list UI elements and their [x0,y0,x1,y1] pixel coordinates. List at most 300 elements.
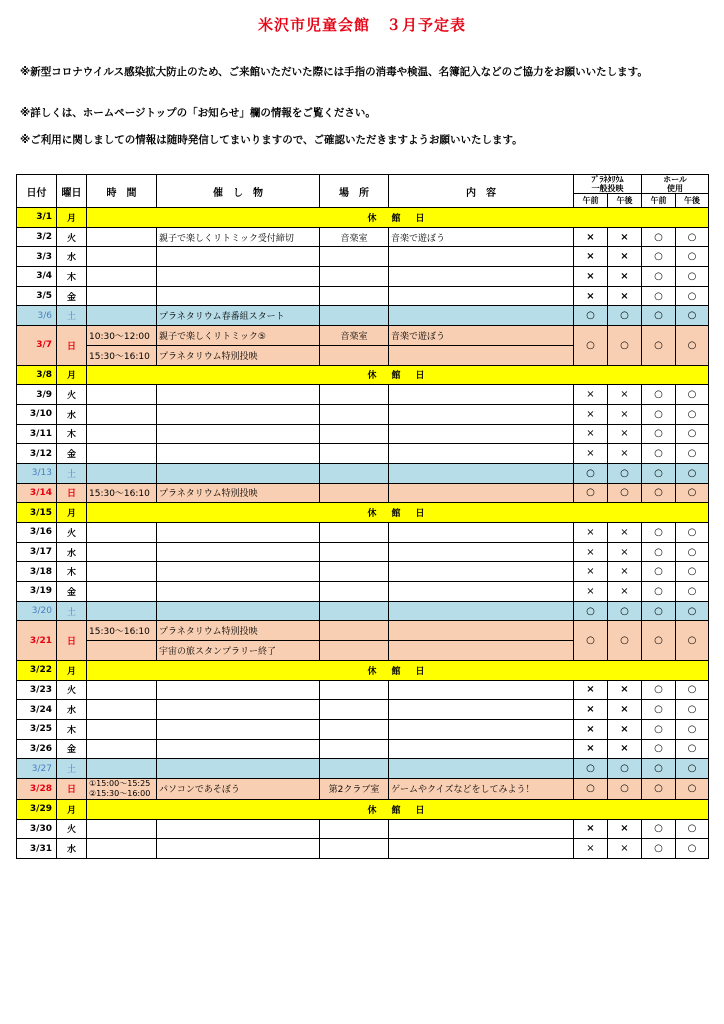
date-cell: 3/31 [17,839,57,859]
weekday-cell: 月 [57,503,87,523]
time-cell: 15:30～16:10 [87,621,157,641]
closed-label: 休 館 日 [87,365,709,385]
hall-pm-mark: ○ [676,582,709,602]
time-cell [87,601,157,621]
content-cell [389,641,574,661]
weekday-cell: 木 [57,719,87,739]
place-cell [320,345,389,365]
weekday-cell: 水 [57,700,87,720]
weekday-cell: 木 [57,424,87,444]
notice-homepage: ※詳しくは、ホームページトップの「お知らせ」欄の情報をご覧ください。 [20,107,376,119]
content-cell [389,247,574,267]
time-cell: ①15:00～15:25 ②15:30～16:00 [87,778,157,799]
event-cell [157,286,320,306]
place-cell [320,680,389,700]
time-cell [87,759,157,779]
planetarium-am-mark: ○ [574,306,608,326]
hall-pm-mark: ○ [676,621,709,660]
planetarium-pm-mark: ○ [608,621,642,660]
time-cell [87,700,157,720]
event-cell [157,542,320,562]
event-cell [157,601,320,621]
place-cell [320,621,389,641]
notice-infection: ※新型コロナウイルス感染拡大防止のため、ご来館いただいた際には手指の消毒や検温、名簿記入などのご協力をお願いいたします。 [20,66,648,78]
weekday-cell: 月 [57,660,87,680]
content-cell [389,424,574,444]
planetarium-pm-mark: ○ [608,306,642,326]
content-cell [389,523,574,543]
event-cell: プラネタリウム特別投映 [157,345,320,365]
date-cell: 3/21 [17,621,57,660]
weekday-cell: 土 [57,463,87,483]
hall-pm-mark: ○ [676,306,709,326]
date-cell: 3/11 [17,424,57,444]
content-cell [389,345,574,365]
planetarium-pm-mark: × [608,680,642,700]
hall-am-mark: ○ [642,719,676,739]
content-cell [389,404,574,424]
closed-row [17,799,709,819]
header-row [17,175,709,194]
header-planetarium-pm: 午後 [608,194,642,208]
place-cell [320,306,389,326]
event-cell [157,739,320,759]
event-cell [157,404,320,424]
hall-pm-mark: ○ [676,483,709,503]
date-cell: 3/15 [17,503,57,523]
date-cell: 3/23 [17,680,57,700]
header-hall-pm: 午後 [676,194,709,208]
day-row [17,819,709,839]
event-cell [157,819,320,839]
time-cell [87,424,157,444]
planetarium-pm-mark: × [608,562,642,582]
planetarium-am-mark: × [574,444,608,464]
weekday-cell: 日 [57,326,87,365]
date-cell: 3/9 [17,385,57,405]
closed-row [17,208,709,228]
place-cell [320,267,389,287]
content-cell: 音楽で遊ぼう [389,326,574,346]
hall-am-mark: ○ [642,306,676,326]
event-cell [157,247,320,267]
hall-pm-mark: ○ [676,227,709,247]
time-cell [87,227,157,247]
hall-am-mark: ○ [642,227,676,247]
date-cell: 3/16 [17,523,57,543]
hall-am-mark: ○ [642,739,676,759]
weekday-cell: 水 [57,247,87,267]
event-cell: パソコンであそぼう [157,778,320,799]
event-cell [157,759,320,779]
day-row [17,562,709,582]
date-cell: 3/19 [17,582,57,602]
day-row [17,326,709,346]
day-row [17,759,709,779]
content-cell [389,759,574,779]
planetarium-pm-mark: × [608,267,642,287]
hall-pm-mark: ○ [676,286,709,306]
content-cell: ゲームやクイズなどをしてみよう！ [389,778,574,799]
planetarium-am-mark: × [574,424,608,444]
date-cell: 3/1 [17,208,57,228]
header-content: 内 容 [389,175,574,208]
place-cell [320,483,389,503]
planetarium-am-mark: × [574,582,608,602]
weekday-cell: 土 [57,306,87,326]
event-cell: プラネタリウム特別投映 [157,483,320,503]
planetarium-am-mark: × [574,819,608,839]
event-cell [157,562,320,582]
date-cell: 3/13 [17,463,57,483]
place-cell [320,759,389,779]
content-cell [389,385,574,405]
time-cell [87,819,157,839]
day-row [17,385,709,405]
date-cell: 3/12 [17,444,57,464]
event-cell [157,680,320,700]
event-cell [157,267,320,287]
place-cell [320,424,389,444]
weekday-cell: 火 [57,523,87,543]
content-cell [389,739,574,759]
day-row [17,424,709,444]
day-row [17,839,709,859]
event-cell [157,700,320,720]
event-cell [157,463,320,483]
hall-pm-mark: ○ [676,542,709,562]
date-cell: 3/17 [17,542,57,562]
planetarium-pm-mark: × [608,227,642,247]
weekday-cell: 金 [57,444,87,464]
time-cell [87,463,157,483]
planetarium-pm-mark: ○ [608,463,642,483]
content-cell [389,267,574,287]
place-cell [320,247,389,267]
planetarium-am-mark: ○ [574,601,608,621]
hall-pm-mark: ○ [676,444,709,464]
hall-pm-mark: ○ [676,523,709,543]
weekday-cell: 土 [57,759,87,779]
planetarium-pm-mark: ○ [608,601,642,621]
date-cell: 3/10 [17,404,57,424]
content-cell [389,819,574,839]
content-cell [389,700,574,720]
closed-label: 休 館 日 [87,503,709,523]
hall-pm-mark: ○ [676,719,709,739]
planetarium-am-mark: × [574,562,608,582]
day-row [17,582,709,602]
hall-pm-mark: ○ [676,601,709,621]
date-cell: 3/6 [17,306,57,326]
planetarium-pm-mark: ○ [608,778,642,799]
planetarium-am-mark: × [574,404,608,424]
day-row [17,621,709,641]
event-cell: 親子で楽しくリトミック受付締切 [157,227,320,247]
header-place: 場 所 [320,175,389,208]
hall-am-mark: ○ [642,621,676,660]
planetarium-pm-mark: × [608,247,642,267]
time-cell [87,247,157,267]
time-cell [87,641,157,661]
day-row [17,700,709,720]
place-cell [320,582,389,602]
day-row [17,463,709,483]
header-date: 日付 [17,175,57,208]
weekday-cell: 金 [57,582,87,602]
time-cell: 15:30～16:10 [87,483,157,503]
hall-pm-mark: ○ [676,247,709,267]
day-row [17,542,709,562]
content-cell [389,601,574,621]
date-cell: 3/29 [17,799,57,819]
hall-am-mark: ○ [642,680,676,700]
weekday-cell: 水 [57,839,87,859]
weekday-cell: 火 [57,680,87,700]
time-cell: 10:30～12:00 [87,326,157,346]
time-cell [87,523,157,543]
content-cell [389,306,574,326]
place-cell [320,404,389,424]
planetarium-pm-mark: × [608,404,642,424]
planetarium-am-mark: ○ [574,463,608,483]
content-cell [389,839,574,859]
day-row [17,523,709,543]
closed-label: 休 館 日 [87,208,709,228]
event-cell [157,582,320,602]
hall-pm-mark: ○ [676,267,709,287]
place-cell [320,641,389,661]
hall-pm-mark: ○ [676,819,709,839]
planetarium-am-mark: × [574,839,608,859]
planetarium-pm-mark: × [608,385,642,405]
weekday-cell: 木 [57,267,87,287]
planetarium-am-mark: × [574,267,608,287]
event-cell [157,523,320,543]
time-cell [87,680,157,700]
planetarium-am-mark: × [574,542,608,562]
weekday-cell: 土 [57,601,87,621]
content-cell [389,719,574,739]
day-row [17,267,709,287]
date-cell: 3/8 [17,365,57,385]
time-cell [87,562,157,582]
event-cell [157,424,320,444]
planetarium-am-mark: × [574,523,608,543]
planetarium-pm-mark: × [608,739,642,759]
place-cell [320,819,389,839]
hall-pm-mark: ○ [676,700,709,720]
date-cell: 3/30 [17,819,57,839]
event-cell [157,444,320,464]
planetarium-am-mark: × [574,227,608,247]
hall-am-mark: ○ [642,523,676,543]
place-cell [320,463,389,483]
content-cell [389,582,574,602]
content-cell [389,286,574,306]
planetarium-pm-mark: × [608,523,642,543]
place-cell [320,562,389,582]
planetarium-am-mark: × [574,739,608,759]
hall-am-mark: ○ [642,483,676,503]
hall-pm-mark: ○ [676,463,709,483]
hall-am-mark: ○ [642,562,676,582]
planetarium-pm-mark: × [608,839,642,859]
place-cell [320,385,389,405]
place-cell [320,523,389,543]
header-event: 催 し 物 [157,175,320,208]
header-planetarium: ﾌﾟﾗﾈﾀﾘｳﾑ 一般投映 [574,175,642,194]
hall-am-mark: ○ [642,247,676,267]
content-cell [389,621,574,641]
header-hall: ホール 使用 [642,175,709,194]
notice-updates: ※ご利用に関しましての情報は随時発信してまいりますので、ご確認いただきますようお願いいたします。 [20,134,523,146]
hall-am-mark: ○ [642,542,676,562]
day-row [17,601,709,621]
place-cell [320,444,389,464]
time-cell [87,385,157,405]
event-cell [157,719,320,739]
weekday-cell: 木 [57,562,87,582]
planetarium-pm-mark: × [608,819,642,839]
hall-pm-mark: ○ [676,562,709,582]
place-cell [320,700,389,720]
content-cell: 音楽で遊ぼう [389,227,574,247]
closed-label: 休 館 日 [87,799,709,819]
hall-am-mark: ○ [642,463,676,483]
planetarium-pm-mark: ○ [608,483,642,503]
hall-pm-mark: ○ [676,385,709,405]
time-cell: 15:30～16:10 [87,345,157,365]
hall-am-mark: ○ [642,385,676,405]
weekday-cell: 水 [57,404,87,424]
day-row [17,404,709,424]
planetarium-pm-mark: × [608,424,642,444]
planetarium-am-mark: ○ [574,621,608,660]
date-cell: 3/24 [17,700,57,720]
place-cell: 第2クラブ室 [320,778,389,799]
day-row [17,227,709,247]
place-cell [320,601,389,621]
schedule-table [16,174,709,859]
event-cell: 宇宙の旅スタンプラリー終了 [157,641,320,661]
time-cell [87,306,157,326]
closed-label: 休 館 日 [87,660,709,680]
day-row [17,306,709,326]
content-cell [389,542,574,562]
hall-pm-mark: ○ [676,404,709,424]
weekday-cell: 火 [57,227,87,247]
header-hall-am: 午前 [642,194,676,208]
day-row [17,483,709,503]
place-cell [320,286,389,306]
hall-am-mark: ○ [642,601,676,621]
hall-pm-mark: ○ [676,778,709,799]
planetarium-am-mark: × [574,286,608,306]
time-cell [87,267,157,287]
time-cell [87,404,157,424]
place-cell: 音楽室 [320,227,389,247]
place-cell [320,839,389,859]
planetarium-am-mark: × [574,680,608,700]
time-cell [87,286,157,306]
planetarium-am-mark: ○ [574,326,608,365]
hall-am-mark: ○ [642,424,676,444]
planetarium-am-mark: ○ [574,483,608,503]
weekday-cell: 日 [57,483,87,503]
planetarium-pm-mark: × [608,542,642,562]
day-row [17,778,709,799]
hall-am-mark: ○ [642,700,676,720]
date-cell: 3/7 [17,326,57,365]
planetarium-am-mark: × [574,700,608,720]
planetarium-am-mark: × [574,719,608,739]
weekday-cell: 月 [57,799,87,819]
weekday-cell: 金 [57,286,87,306]
content-cell [389,444,574,464]
planetarium-pm-mark: × [608,719,642,739]
weekday-cell: 金 [57,739,87,759]
date-cell: 3/2 [17,227,57,247]
hall-am-mark: ○ [642,286,676,306]
day-row [17,247,709,267]
weekday-cell: 月 [57,365,87,385]
time-cell [87,719,157,739]
date-cell: 3/18 [17,562,57,582]
weekday-cell: 火 [57,385,87,405]
weekday-cell: 火 [57,819,87,839]
hall-am-mark: ○ [642,404,676,424]
header-time: 時 間 [87,175,157,208]
content-cell [389,562,574,582]
hall-am-mark: ○ [642,778,676,799]
hall-pm-mark: ○ [676,680,709,700]
day-row [17,719,709,739]
date-cell: 3/22 [17,660,57,680]
time-cell [87,739,157,759]
planetarium-pm-mark: ○ [608,759,642,779]
planetarium-am-mark: ○ [574,759,608,779]
hall-pm-mark: ○ [676,326,709,365]
day-row [17,680,709,700]
time-cell [87,444,157,464]
place-cell [320,719,389,739]
planetarium-pm-mark: × [608,444,642,464]
hall-pm-mark: ○ [676,839,709,859]
event-cell [157,385,320,405]
content-cell [389,680,574,700]
place-cell [320,542,389,562]
closed-row [17,503,709,523]
time-cell [87,582,157,602]
page-title: 米沢市児童会館 ３月予定表 [257,16,466,34]
planetarium-pm-mark: × [608,700,642,720]
hall-am-mark: ○ [642,326,676,365]
content-cell [389,483,574,503]
date-cell: 3/25 [17,719,57,739]
date-cell: 3/14 [17,483,57,503]
closed-row [17,660,709,680]
weekday-cell: 月 [57,208,87,228]
day-row [17,444,709,464]
date-cell: 3/3 [17,247,57,267]
date-cell: 3/4 [17,267,57,287]
date-cell: 3/5 [17,286,57,306]
event-cell: 親子で楽しくリトミック⑤ [157,326,320,346]
hall-am-mark: ○ [642,267,676,287]
hall-am-mark: ○ [642,819,676,839]
hall-am-mark: ○ [642,582,676,602]
